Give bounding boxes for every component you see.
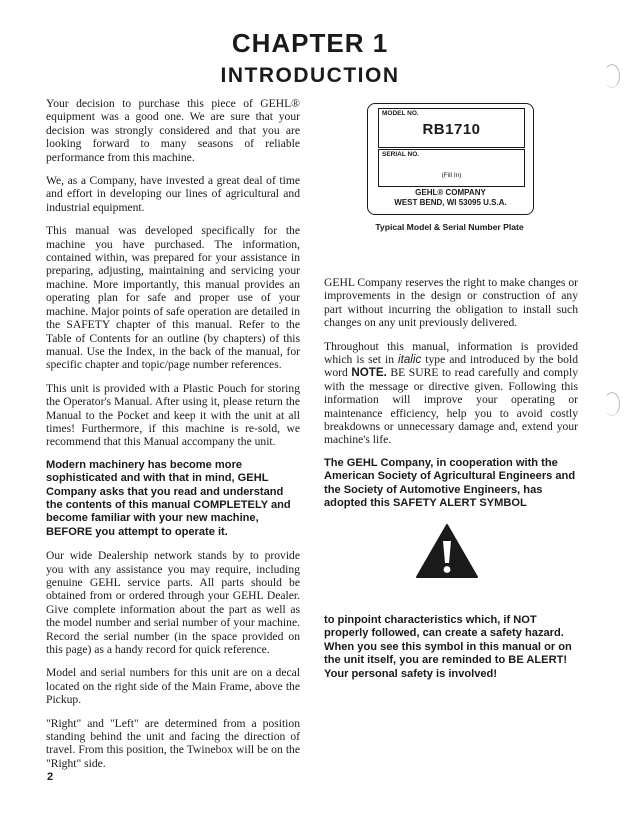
right-paragraph-3: The GEHL Company, in cooperation with the American Society of Agricultural Engineers and the Society of Automotive Engineers, has adopted this SAFETY ALERT SYMBOL [324,456,576,510]
right-paragraph-4: to pinpoint characteristics which, if NOT properly followed, can create a safety hazard. When you see this symbol in this manual or on the unit itself, you are reminded to BE ALERT! Your personal safety is involved! [324,614,572,680]
intro-paragraph-5: Modern machinery has become more sophisticated and with that in mind, GEHL Company asks that you read and understand the contents of this manual COMPLETELY and become familiar with your new machine, BEFORE you attempt to operate it. [46,458,291,538]
intro-paragraph-4: This unit is provided with a Plastic Pouch for storing the Operator's Manual. After using it, please return the Manual to the Pocket and keep it with the unit at all times! Furthermore, if this machine is re-sold, we recommend that this Manual accompany the unit. [46,381,300,449]
note-text-c: BE SURE to read carefully and comply with the message or directive given. Following this information will improve your operating or maintenance efficiency, help you to avoid costly breakdowns or unnecessary damage and, extend your machine's life. [324,366,578,447]
intro-paragraph-7: Model and serial numbers for this unit are on a decal located on the right side of the Main Frame, above the Pickup. [46,666,300,707]
model-number-box [378,108,525,148]
safety-alert-triangle-icon [415,523,479,579]
model-number-label: MODEL NO. [382,110,419,117]
plate-company-address: WEST BEND, WI 53095 U.S.A. [394,198,507,207]
note-text-b: type and introduced by the bold word [324,353,579,380]
model-number-value: RB1710 [422,121,481,138]
plate-company [368,188,533,208]
page-title: INTRODUCTION [220,64,400,87]
page-number: 2 [47,771,54,783]
left-column [46,97,300,780]
serial-fill-in: (Fill In) [441,172,462,179]
chapter-heading: CHAPTER 1 [231,28,389,58]
intro-paragraph-2: We, as a Company, have invested a great deal of time and effort in developing our lines of agricultural and industrial equipment. [46,174,300,214]
intro-paragraph-8: "Right" and "Left" are determined from a position standing behind the unit and facing the direction of travel. From this position, the Twinebox will be on the "Right" side. [46,716,300,770]
italic-word: italic [398,353,422,367]
plate-caption: Typical Model & Serial Number Plate [375,222,524,232]
serial-number-label: SERIAL NO. [382,151,420,158]
plate-company-name: GEHL® COMPANY [415,188,486,197]
note-keyword: NOTE. [351,366,387,380]
right-paragraph-1: GEHL Company reserves the right to make changes or improvements in the design or construction of any part without incurring the obligation to install such changes on any unit previously delivered. [324,276,578,330]
serial-number-plate [367,103,534,215]
binder-hole-middle [604,392,620,416]
serial-number-box [378,149,525,187]
note-text-a: Throughout this manual, information is provided which is set in [324,339,578,367]
intro-paragraph-3: This manual was developed specifically for the machine you have purchased. The information, contained within, was prepared for your assistance in preparing, adjusting, maintaining and servicing your machine. More importantly, this manual provides an operating plan for safe and proper use of your machine. Major points of safe operation are detailed in the SAFETY chapter of this manual. Refer to the Table of Contents for an outline (by chapters) of this manual. Use the Index, in the back of the manual, for specific chapter and topic/page number references. [46,224,301,372]
right-column-lower [324,614,578,691]
right-paragraph-2 [324,340,578,447]
intro-paragraph-1: Your decision to purchase this piece of GEHL® equipment was a good one. We are sure that your decision was strongly considered and that you are looking forward to many seasons of reliable performance from this machine. [46,97,300,164]
binder-hole-top [604,64,620,88]
right-column [324,276,578,521]
intro-paragraph-6: Our wide Dealership network stands by to provide you with any assistance you may require, including genuine GEHL service parts. All parts should be obtained from or ordered through your GEHL Dealer. Give complete information about the part as well as the model number and serial number of your machine. Record the serial number (in the space provided on this page) as a handy record for quick reference. [46,549,300,657]
